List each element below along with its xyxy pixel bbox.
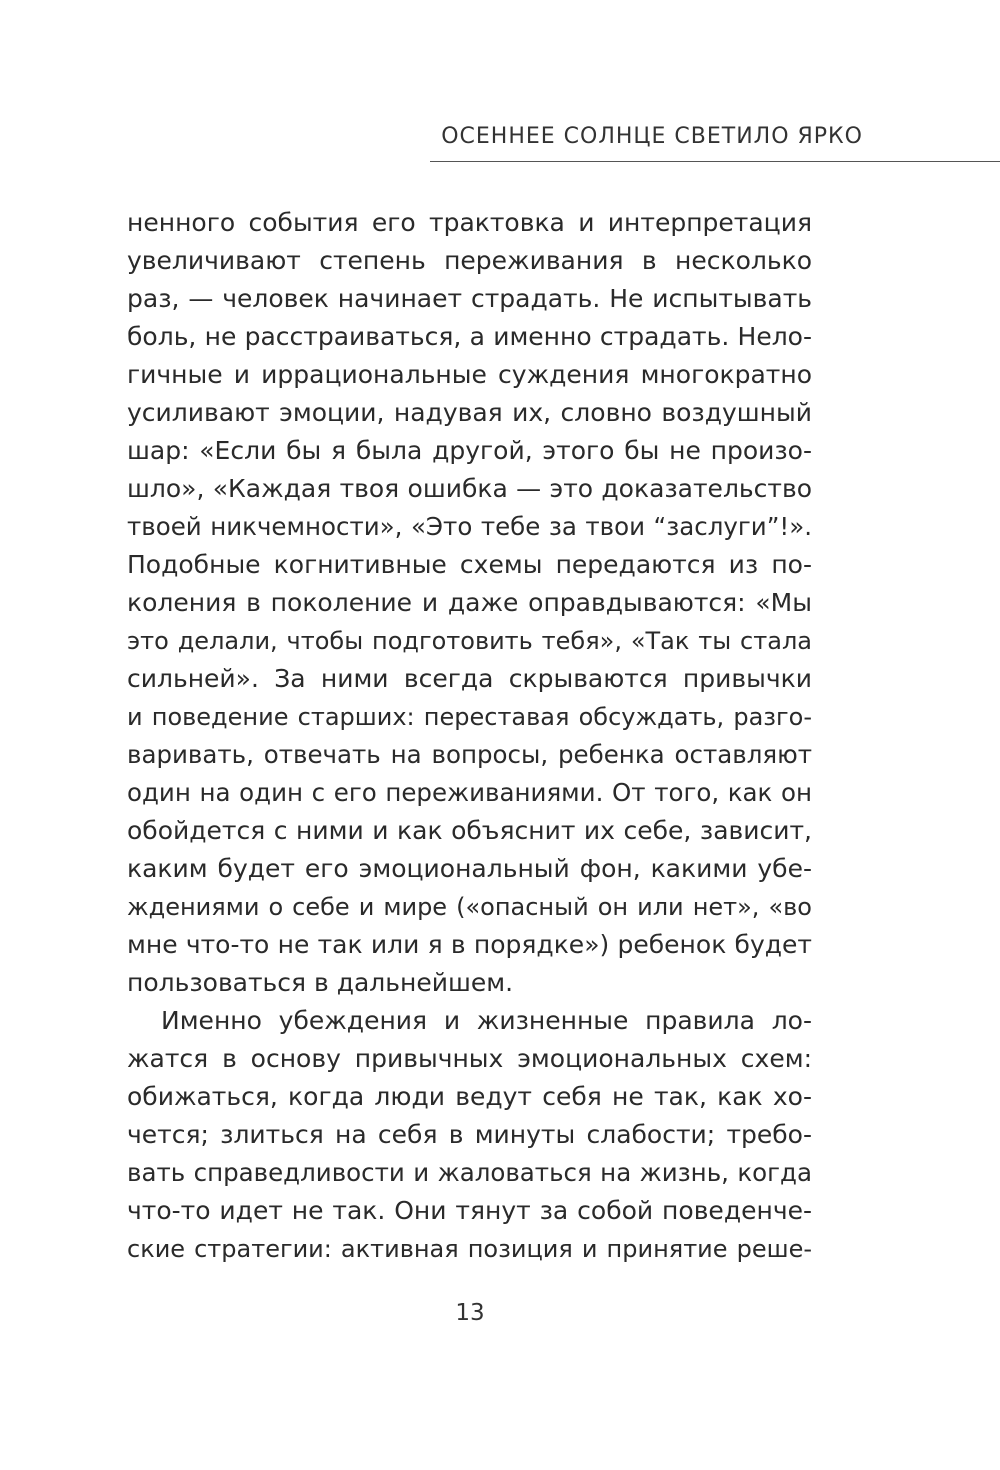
text-line: мне что-то не так или я в порядке») ребенок будет [127, 930, 812, 959]
text-line: увеличивают степень переживания в несколько [127, 246, 812, 275]
text-line: каким будет его эмоциональный фон, какими убе- [127, 854, 812, 883]
text-line: сильней». За ними всегда скрываются привычки [127, 664, 812, 693]
text-line: чется; злиться на себя в минуты слабости; требо- [127, 1120, 812, 1149]
text-line: Именно убеждения и жизненные правила ло- [161, 1006, 812, 1035]
text-line: боль, не расстраиваться, а именно страдать. Нело- [127, 322, 812, 351]
text-line: Подобные когнитивные схемы передаются из по- [127, 550, 812, 579]
text-line: ждениями о себе и мире («опасный он или нет», «во [127, 893, 812, 921]
text-line: ские стратегии: активная позиция и принятие реше- [127, 1235, 812, 1263]
text-line: обижаться, когда люди ведут себя не так, как хо- [127, 1082, 812, 1111]
header-rule [430, 161, 1000, 162]
text-line: обойдется с ними и как объяснит их себе, зависит, [127, 816, 812, 845]
text-line: пользоваться в дальнейшем. [127, 968, 514, 997]
text-line: гичные и иррациональные суждения многократно [127, 360, 812, 389]
paragraph-1 [127, 204, 812, 1002]
text-line: усиливают эмоции, надувая их, словно воздушный [127, 398, 812, 427]
text-line: шар: «Если бы я была другой, этого бы не произо- [127, 436, 812, 465]
text-line: ненного события его трактовка и интерпретация [127, 208, 812, 237]
paragraph-2 [127, 1002, 812, 1268]
text-line: один на один с его переживаниями. От того, как он [127, 778, 812, 807]
text-line: вать справедливости и жаловаться на жизнь, когда [127, 1158, 812, 1187]
text-line: что-то идет не так. Они тянут за собой поведенче- [127, 1196, 812, 1225]
text-line: это делали, чтобы подготовить тебя», «Так ты стала [127, 627, 812, 655]
text-line: раз, — человек начинает страдать. Не испытывать [127, 284, 812, 313]
body-text [127, 204, 812, 1268]
text-line: шло», «Каждая твоя ошибка — это доказательство [127, 474, 812, 503]
running-header-title: ОСЕННЕЕ СОЛНЦЕ СВЕТИЛО ЯРКО [441, 124, 863, 149]
text-line: и поведение старших: переставая обсуждать, разго- [127, 703, 812, 731]
text-line: твоей никчемности», «Это тебе за твои “заслуги”!». [127, 512, 812, 541]
text-line: коления в поколение и даже оправдываются: «Мы [127, 588, 812, 617]
text-line: варивать, отвечать на вопросы, ребенка оставляют [127, 740, 812, 769]
page-number: 13 [455, 1300, 485, 1326]
text-line: жатся в основу привычных эмоциональных схем: [127, 1044, 812, 1073]
